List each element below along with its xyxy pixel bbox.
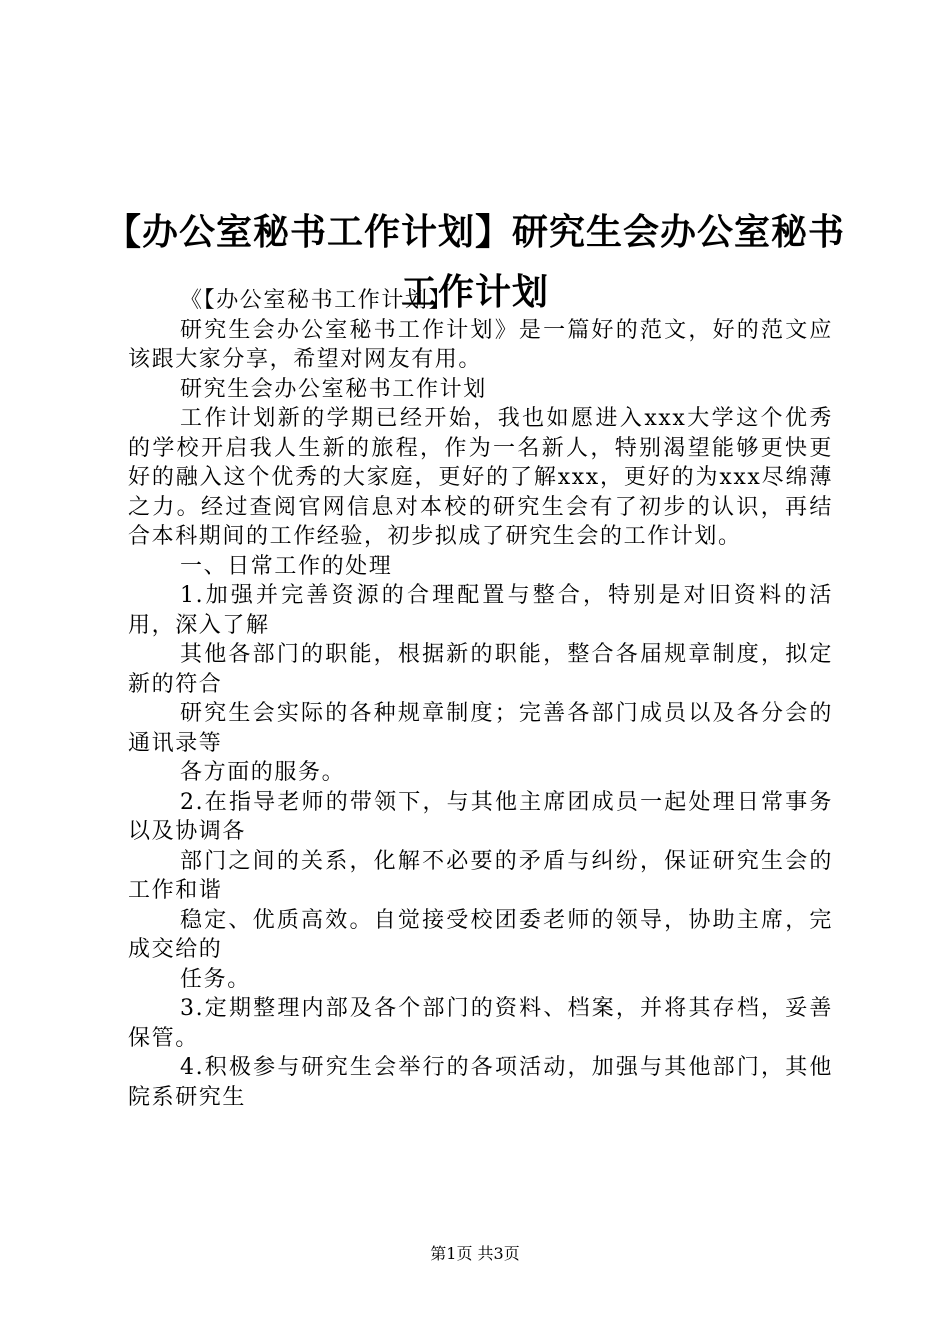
paragraph: 研究生会实际的各种规章制度；完善各部门成员以及各分会的通讯录等 [128, 701, 833, 756]
paragraph: 稳定、优质高效。自觉接受校团委老师的领导，协助主席，完成交给的 [128, 907, 833, 962]
paragraph: 1.加强并完善资源的合理配置与整合，特别是对旧资料的活用，深入了解 [128, 583, 833, 638]
paragraph: 工作计划新的学期已经开始，我也如愿进入xxx大学这个优秀的学校开启我人生新的旅程，作为一名新人，特别渴望能够更快更好的融入这个优秀的大家庭，更好的了解xxx，更好的为xxx尽绵薄之力。经过查阅官网信息对本校的研究生会有了初步的认识，再结合本科期间的工作经验，初步拟成了研究生会的工作计划。 [128, 406, 833, 549]
paragraph: 研究生会办公室秘书工作计划 [180, 376, 487, 402]
paragraph: 4.积极参与研究生会举行的各项活动，加强与其他部门，其他院系研究生 [128, 1055, 833, 1110]
document-body [128, 286, 833, 1112]
paragraph: 3.定期整理内部及各个部门的资料、档案，并将其存档，妥善保管。 [128, 996, 833, 1051]
paragraph: 研究生会办公室秘书工作计划》是一篇好的范文，好的范文应该跟大家分享，希望对网友有用。 [128, 317, 833, 372]
paragraph: 其他各部门的职能，根据新的职能，整合各届规章制度，拟定新的符合 [128, 642, 833, 697]
document-title: 【办公室秘书工作计划】研究生会办公室秘书工作计划 [104, 211, 845, 314]
paragraph: 各方面的服务。 [180, 760, 346, 785]
paragraph: 任务。 [180, 966, 251, 992]
page-number-footer: 第1页 共3页 [430, 1244, 520, 1263]
section-heading: 一、日常工作的处理 [180, 553, 393, 579]
paragraph: 《【办公室秘书工作计划】 [180, 288, 453, 313]
paragraph: 2.在指导老师的带领下，与其他主席团成员一起处理日常事务以及协调各 [128, 789, 833, 844]
paragraph: 部门之间的关系，化解不必要的矛盾与纠纷，保证研究生会的工作和谐 [128, 848, 833, 903]
